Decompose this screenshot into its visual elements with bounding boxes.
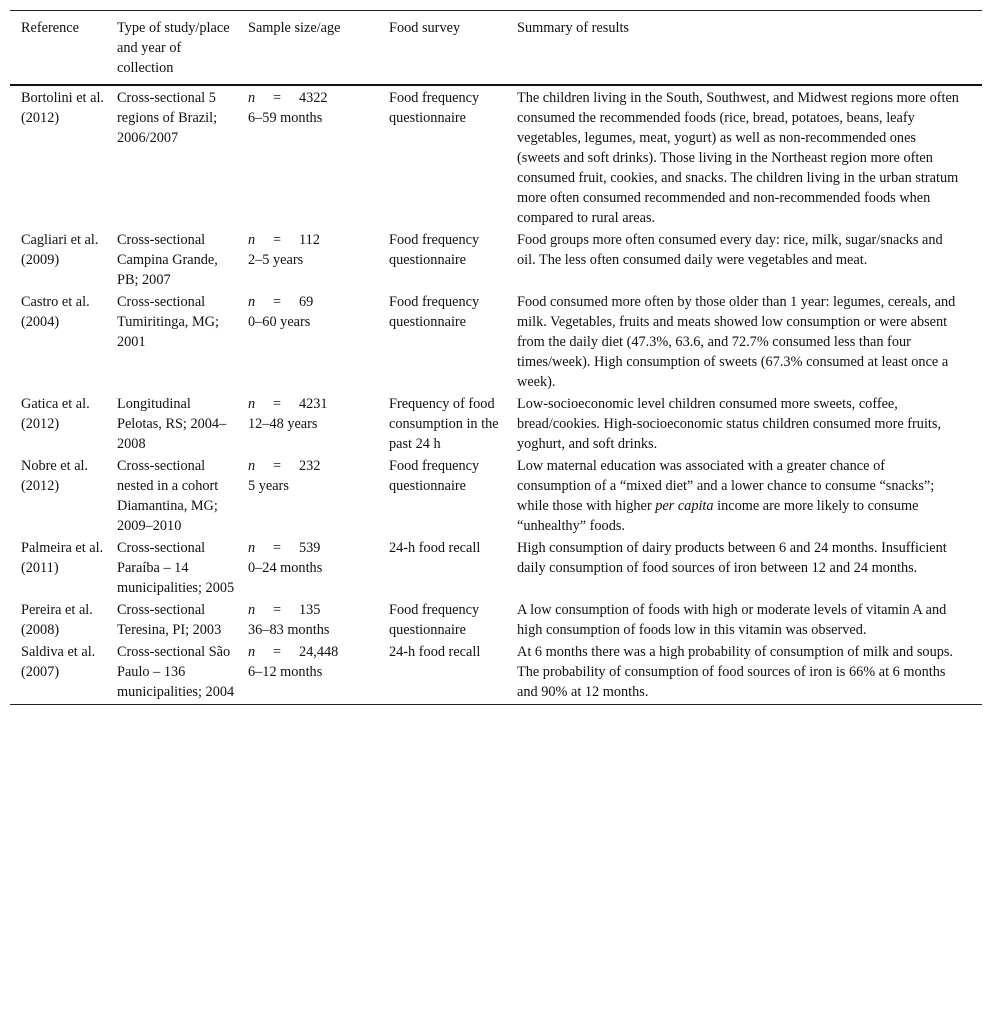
header-type-of-study: Type of study/place and year of collection [117, 20, 230, 76]
cell-summary: At 6 months there was a high probability of consumption of milk and soups. The probability of consumption of food sources of iron is 66% at 6 months and 90% at 12 months. [517, 644, 954, 700]
summary-italic-term: per capita [655, 498, 714, 514]
cell-sample [248, 642, 389, 705]
age-range: 0–60 years [248, 314, 311, 330]
n-symbol: n [248, 644, 256, 660]
cell-sample [248, 230, 389, 292]
cell-summary [517, 456, 982, 538]
header-summary-of-results: Summary of results [517, 20, 629, 36]
cell-survey: Food frequency questionnaire [389, 232, 480, 268]
summary-text-start: Low maternal education was associated with a greater chance of consumption of a “mixed diet” and a lower chance to consume “snacks”; while those with higher [517, 458, 935, 514]
sample-size: n = 112 [248, 232, 320, 248]
cell-sample [248, 394, 389, 456]
age-range: 6–12 months [248, 664, 323, 680]
n-value: 69 [298, 294, 314, 310]
cell-summary: A low consumption of foods with high or moderate levels of vitamin A and high consumption of foods low in this vitamin was observed. [517, 602, 947, 638]
sample-size: n = 232 [248, 458, 321, 474]
cell-sample [248, 538, 389, 600]
cell-summary: Low-socioeconomic level children consumed more sweets, coffee, bread/cookies. High-socioeconomic status children consumed more fruits, yoghurt, and soft drinks. [517, 396, 942, 452]
cell-sample [248, 456, 389, 538]
table-row [10, 230, 982, 292]
cell-type: Cross-sectional Paraíba – 14 municipalities; 2005 [117, 540, 235, 596]
sample-size: n = 69 [248, 294, 314, 310]
cell-summary: Food groups more often consumed every day: rice, milk, sugar/snacks and oil. The less often consumed daily were vegetables and meat. [517, 232, 943, 268]
table-row [10, 85, 982, 230]
cell-sample [248, 292, 389, 394]
n-value: 539 [298, 540, 321, 556]
n-value: 112 [298, 232, 320, 248]
sample-size: n = 24,448 [248, 644, 339, 660]
n-symbol: n [248, 540, 256, 556]
n-value: 24,448 [298, 644, 339, 660]
cell-sample [248, 85, 389, 230]
cell-reference: Pereira et al. (2008) [21, 602, 93, 638]
cell-type: Cross-sectional nested in a cohort Diamantina, MG; 2009–2010 [117, 458, 219, 534]
age-range: 12–48 years [248, 416, 318, 432]
n-value: 232 [298, 458, 321, 474]
cell-summary: Food consumed more often by those older than 1 year: legumes, cereals, and milk. Vegetables, fruits and meats showed low consumption or were absent from the daily diet (47.3%, 63.6, and 72.7% consumed less than four times/week). High consumption of sweets (67.3% consumed at least once a week). [517, 294, 956, 390]
table-row [10, 642, 982, 705]
n-symbol: n [248, 294, 256, 310]
age-range: 0–24 months [248, 560, 323, 576]
cell-type: Cross-sectional Tumiritinga, MG; 2001 [117, 294, 219, 350]
sample-size: n = 4322 [248, 90, 328, 106]
cell-type: Cross-sectional 5 regions of Brazil; 2006/2007 [117, 90, 218, 146]
cell-survey: Food frequency questionnaire [389, 458, 480, 494]
table-row [10, 456, 982, 538]
header-sample-size-age: Sample size/age [248, 20, 341, 36]
cell-type: Longitudinal Pelotas, RS; 2004–2008 [117, 396, 227, 452]
cell-sample [248, 600, 389, 642]
cell-reference: Castro et al. (2004) [21, 294, 90, 330]
age-range: 2–5 years [248, 252, 304, 268]
n-symbol: n [248, 90, 256, 106]
table-row [10, 292, 982, 394]
food-consumption-studies-table [10, 10, 982, 705]
table-header-row [10, 11, 982, 86]
cell-reference: Gatica et al. (2012) [21, 396, 90, 432]
cell-reference: Bortolini et al. (2012) [21, 90, 104, 126]
cell-reference: Nobre et al. (2012) [21, 458, 89, 494]
age-range: 6–59 months [248, 110, 323, 126]
cell-type: Cross-sectional Teresina, PI; 2003 [117, 602, 222, 638]
age-range: 36–83 months [248, 622, 330, 638]
header-food-survey: Food survey [389, 20, 461, 36]
cell-survey: Food frequency questionnaire [389, 602, 480, 638]
n-symbol: n [248, 602, 256, 618]
cell-summary: The children living in the South, Southwest, and Midwest regions more often consumed the recommended foods (rice, bread, potatoes, beans, leafy vegetables, legumes, meat, yogurt) as well as non-recommended ones (sweets and soft drinks). Those living in the Northeast region more often consumed fruit, cookies, and snacks. The children living in the urban stratum more often consumed recommended and non-recommended foods when compared to rural areas. [517, 90, 959, 226]
table-row [10, 538, 982, 600]
n-symbol: n [248, 458, 256, 474]
cell-reference: Cagliari et al. (2009) [21, 232, 99, 268]
cell-summary: High consumption of dairy products between 6 and 24 months. Insufficient daily consumption of food sources of iron between 12 and 24 months. [517, 540, 947, 576]
age-range: 5 years [248, 478, 289, 494]
sample-size: n = 4231 [248, 396, 328, 412]
sample-size: n = 135 [248, 602, 321, 618]
cell-reference: Saldiva et al. (2007) [21, 644, 96, 680]
results-table-container [10, 10, 982, 705]
n-value: 135 [298, 602, 321, 618]
cell-survey: 24-h food recall [389, 644, 481, 660]
cell-survey: Frequency of food consumption in the past 24 h [389, 396, 499, 452]
n-symbol: n [248, 232, 256, 248]
n-value: 4231 [298, 396, 328, 412]
table-row [10, 394, 982, 456]
header-reference: Reference [21, 20, 79, 36]
cell-survey: Food frequency questionnaire [389, 294, 480, 330]
cell-survey: 24-h food recall [389, 540, 481, 556]
summary-text-end: income are more likely to consume “unhealthy” foods. [517, 498, 919, 534]
table-row [10, 600, 982, 642]
cell-type: Cross-sectional São Paulo – 136 municipalities; 2004 [117, 644, 235, 700]
sample-size: n = 539 [248, 540, 321, 556]
n-value: 4322 [298, 90, 328, 106]
cell-survey: Food frequency questionnaire [389, 90, 480, 126]
cell-type: Cross-sectional Campina Grande, PB; 2007 [117, 232, 218, 288]
n-symbol: n [248, 396, 256, 412]
cell-reference: Palmeira et al. (2011) [21, 540, 104, 576]
